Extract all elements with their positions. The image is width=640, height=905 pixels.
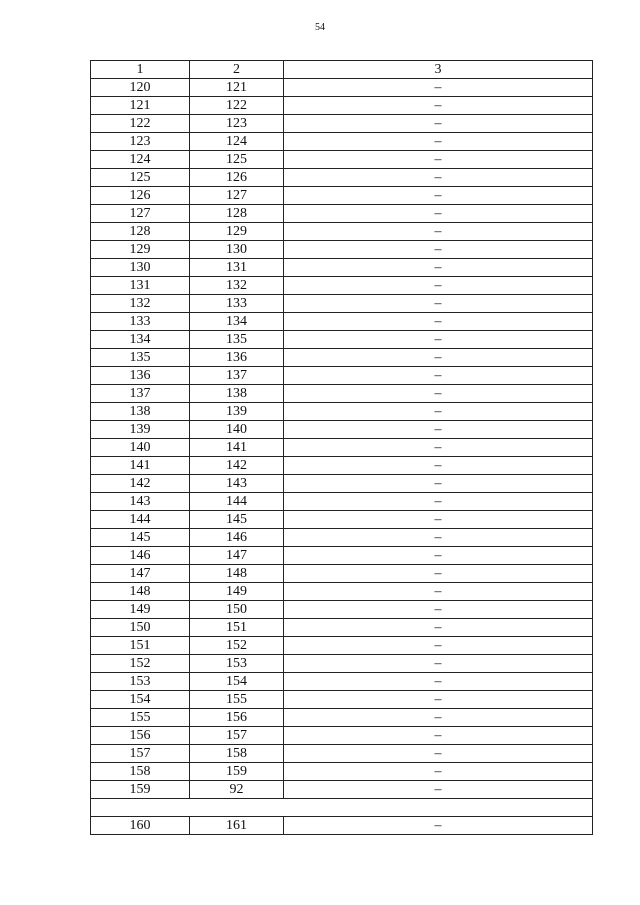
table-row bbox=[91, 133, 593, 151]
table-cell-col-1: 122 bbox=[91, 115, 190, 133]
table-cell-col-1: 160 bbox=[91, 817, 190, 835]
table-cell-col-2: 134 bbox=[190, 313, 284, 331]
table-cell-col-3: – bbox=[284, 763, 593, 781]
table-cell-col-2: 131 bbox=[190, 259, 284, 277]
table-cell-col-3: – bbox=[284, 115, 593, 133]
table-cell-col-3: – bbox=[284, 547, 593, 565]
table-cell-col-3: – bbox=[284, 223, 593, 241]
table-row bbox=[91, 259, 593, 277]
table-cell-col-3: – bbox=[284, 169, 593, 187]
table-cell-col-1: 128 bbox=[91, 223, 190, 241]
table-row bbox=[91, 187, 593, 205]
table-cell-col-2: 142 bbox=[190, 457, 284, 475]
table-header-row bbox=[91, 61, 593, 79]
table-row bbox=[91, 691, 593, 709]
table-cell-col-2: 161 bbox=[190, 817, 284, 835]
table-cell-col-2: 151 bbox=[190, 619, 284, 637]
table-body bbox=[91, 79, 593, 835]
table-cell-col-2: 148 bbox=[190, 565, 284, 583]
table-cell-col-1: 145 bbox=[91, 529, 190, 547]
table-cell-col-3: – bbox=[284, 691, 593, 709]
table-row bbox=[91, 421, 593, 439]
table-row bbox=[91, 385, 593, 403]
table-cell-col-1: 124 bbox=[91, 151, 190, 169]
table-row bbox=[91, 223, 593, 241]
table-cell-col-2: 122 bbox=[190, 97, 284, 115]
table-cell-col-2: 126 bbox=[190, 169, 284, 187]
data-table-container bbox=[90, 60, 592, 835]
table-cell-col-3: – bbox=[284, 79, 593, 97]
table-row bbox=[91, 277, 593, 295]
table-row bbox=[91, 151, 593, 169]
table-cell-col-2: 137 bbox=[190, 367, 284, 385]
table-cell-col-3: – bbox=[284, 241, 593, 259]
table-cell-col-2: 146 bbox=[190, 529, 284, 547]
table-row bbox=[91, 817, 593, 835]
table-cell-col-3: – bbox=[284, 745, 593, 763]
table-cell-col-1: 151 bbox=[91, 637, 190, 655]
table-empty-row bbox=[91, 799, 593, 817]
table-row bbox=[91, 637, 593, 655]
table-row bbox=[91, 709, 593, 727]
table-cell-col-1: 142 bbox=[91, 475, 190, 493]
table-cell-col-2: 127 bbox=[190, 187, 284, 205]
table-cell-col-3: – bbox=[284, 277, 593, 295]
table-cell-col-1: 159 bbox=[91, 781, 190, 799]
table-cell-col-3: – bbox=[284, 781, 593, 799]
table-cell-col-1: 136 bbox=[91, 367, 190, 385]
table-cell-col-3: – bbox=[284, 295, 593, 313]
table-cell-col-1: 123 bbox=[91, 133, 190, 151]
table-cell-col-2: 139 bbox=[190, 403, 284, 421]
table-cell-col-3: – bbox=[284, 313, 593, 331]
table-cell-col-3: – bbox=[284, 97, 593, 115]
table-cell-col-1: 150 bbox=[91, 619, 190, 637]
table-cell-col-3: – bbox=[284, 583, 593, 601]
table-cell-col-3: – bbox=[284, 511, 593, 529]
table-cell-col-3: – bbox=[284, 349, 593, 367]
table-cell-col-2: 136 bbox=[190, 349, 284, 367]
table-cell-col-3: – bbox=[284, 403, 593, 421]
table-row bbox=[91, 583, 593, 601]
table-cell-col-1: 134 bbox=[91, 331, 190, 349]
table-cell-col-1: 125 bbox=[91, 169, 190, 187]
table-cell-col-1: 158 bbox=[91, 763, 190, 781]
table-cell-col-2: 156 bbox=[190, 709, 284, 727]
table-cell-col-1: 155 bbox=[91, 709, 190, 727]
table-cell-col-2: 153 bbox=[190, 655, 284, 673]
table-row bbox=[91, 313, 593, 331]
table-cell-col-3: – bbox=[284, 529, 593, 547]
table-row bbox=[91, 547, 593, 565]
table-cell-col-2: 159 bbox=[190, 763, 284, 781]
table-cell-col-3: – bbox=[284, 817, 593, 835]
table-cell-col-1: 147 bbox=[91, 565, 190, 583]
table-cell-col-1: 135 bbox=[91, 349, 190, 367]
table-cell-col-3: – bbox=[284, 259, 593, 277]
table-cell-col-2: 157 bbox=[190, 727, 284, 745]
table-cell-col-2: 147 bbox=[190, 547, 284, 565]
table-cell-col-2: 154 bbox=[190, 673, 284, 691]
column-header-1: 1 bbox=[91, 61, 190, 79]
table-cell-col-1: 127 bbox=[91, 205, 190, 223]
table-row bbox=[91, 745, 593, 763]
table-cell-col-1: 140 bbox=[91, 439, 190, 457]
table-cell-col-3: – bbox=[284, 637, 593, 655]
table-cell-col-1: 157 bbox=[91, 745, 190, 763]
table-cell-col-3: – bbox=[284, 619, 593, 637]
table-cell-col-3: – bbox=[284, 187, 593, 205]
table-cell-col-2: 132 bbox=[190, 277, 284, 295]
table-cell-col-2: 143 bbox=[190, 475, 284, 493]
table-row bbox=[91, 511, 593, 529]
table-cell-col-1: 141 bbox=[91, 457, 190, 475]
table-row bbox=[91, 781, 593, 799]
table-row bbox=[91, 727, 593, 745]
table-row bbox=[91, 169, 593, 187]
table-row bbox=[91, 115, 593, 133]
table-cell-col-1: 126 bbox=[91, 187, 190, 205]
table-cell-col-2: 123 bbox=[190, 115, 284, 133]
table-row bbox=[91, 529, 593, 547]
table-cell-col-1: 143 bbox=[91, 493, 190, 511]
table-cell-col-2: 158 bbox=[190, 745, 284, 763]
table-cell-col-2: 138 bbox=[190, 385, 284, 403]
table-empty-cell bbox=[91, 799, 593, 817]
table-cell-col-1: 152 bbox=[91, 655, 190, 673]
table-row bbox=[91, 349, 593, 367]
table-cell-col-1: 139 bbox=[91, 421, 190, 439]
table-row bbox=[91, 619, 593, 637]
table-cell-col-1: 153 bbox=[91, 673, 190, 691]
table-row bbox=[91, 673, 593, 691]
table-cell-col-2: 145 bbox=[190, 511, 284, 529]
table-row bbox=[91, 655, 593, 673]
table-cell-col-1: 148 bbox=[91, 583, 190, 601]
table-cell-col-2: 130 bbox=[190, 241, 284, 259]
table-cell-col-1: 130 bbox=[91, 259, 190, 277]
table-cell-col-2: 128 bbox=[190, 205, 284, 223]
table-cell-col-2: 140 bbox=[190, 421, 284, 439]
table-cell-col-3: – bbox=[284, 385, 593, 403]
table-row bbox=[91, 205, 593, 223]
table-cell-col-1: 146 bbox=[91, 547, 190, 565]
table-row bbox=[91, 493, 593, 511]
page-number: 54 bbox=[315, 22, 325, 33]
table-cell-col-3: – bbox=[284, 421, 593, 439]
table-cell-col-1: 120 bbox=[91, 79, 190, 97]
data-table bbox=[90, 60, 593, 835]
table-cell-col-3: – bbox=[284, 709, 593, 727]
table-cell-col-3: – bbox=[284, 457, 593, 475]
table-row bbox=[91, 97, 593, 115]
table-row bbox=[91, 475, 593, 493]
table-cell-col-3: – bbox=[284, 151, 593, 169]
table-cell-col-2: 125 bbox=[190, 151, 284, 169]
table-row bbox=[91, 601, 593, 619]
table-cell-col-3: – bbox=[284, 331, 593, 349]
table-cell-col-3: – bbox=[284, 565, 593, 583]
table-cell-col-2: 149 bbox=[190, 583, 284, 601]
table-cell-col-3: – bbox=[284, 475, 593, 493]
table-cell-col-3: – bbox=[284, 205, 593, 223]
table-cell-col-1: 121 bbox=[91, 97, 190, 115]
column-header-2: 2 bbox=[190, 61, 284, 79]
table-cell-col-1: 129 bbox=[91, 241, 190, 259]
table-cell-col-1: 154 bbox=[91, 691, 190, 709]
table-cell-col-3: – bbox=[284, 439, 593, 457]
table-cell-col-2: 133 bbox=[190, 295, 284, 313]
table-row bbox=[91, 439, 593, 457]
table-cell-col-3: – bbox=[284, 601, 593, 619]
table-cell-col-2: 155 bbox=[190, 691, 284, 709]
table-cell-col-3: – bbox=[284, 493, 593, 511]
table-cell-col-2: 152 bbox=[190, 637, 284, 655]
table-cell-col-2: 141 bbox=[190, 439, 284, 457]
table-cell-col-3: – bbox=[284, 727, 593, 745]
table-cell-col-1: 138 bbox=[91, 403, 190, 421]
table-cell-col-2: 150 bbox=[190, 601, 284, 619]
table-row bbox=[91, 763, 593, 781]
table-row bbox=[91, 565, 593, 583]
table-cell-col-1: 137 bbox=[91, 385, 190, 403]
table-row bbox=[91, 331, 593, 349]
table-row bbox=[91, 457, 593, 475]
table-cell-col-2: 121 bbox=[190, 79, 284, 97]
table-cell-col-1: 132 bbox=[91, 295, 190, 313]
table-cell-col-1: 131 bbox=[91, 277, 190, 295]
table-cell-col-3: – bbox=[284, 133, 593, 151]
table-cell-col-2: 144 bbox=[190, 493, 284, 511]
table-cell-col-2: 124 bbox=[190, 133, 284, 151]
table-cell-col-1: 156 bbox=[91, 727, 190, 745]
table-cell-col-1: 133 bbox=[91, 313, 190, 331]
table-cell-col-3: – bbox=[284, 655, 593, 673]
column-header-3: 3 bbox=[284, 61, 593, 79]
table-row bbox=[91, 403, 593, 421]
table-row bbox=[91, 295, 593, 313]
table-cell-col-1: 149 bbox=[91, 601, 190, 619]
table-row bbox=[91, 241, 593, 259]
table-row bbox=[91, 367, 593, 385]
table-cell-col-2: 129 bbox=[190, 223, 284, 241]
table-cell-col-1: 144 bbox=[91, 511, 190, 529]
table-cell-col-2: 92 bbox=[190, 781, 284, 799]
table-cell-col-3: – bbox=[284, 367, 593, 385]
table-cell-col-2: 135 bbox=[190, 331, 284, 349]
table-cell-col-3: – bbox=[284, 673, 593, 691]
table-row bbox=[91, 79, 593, 97]
